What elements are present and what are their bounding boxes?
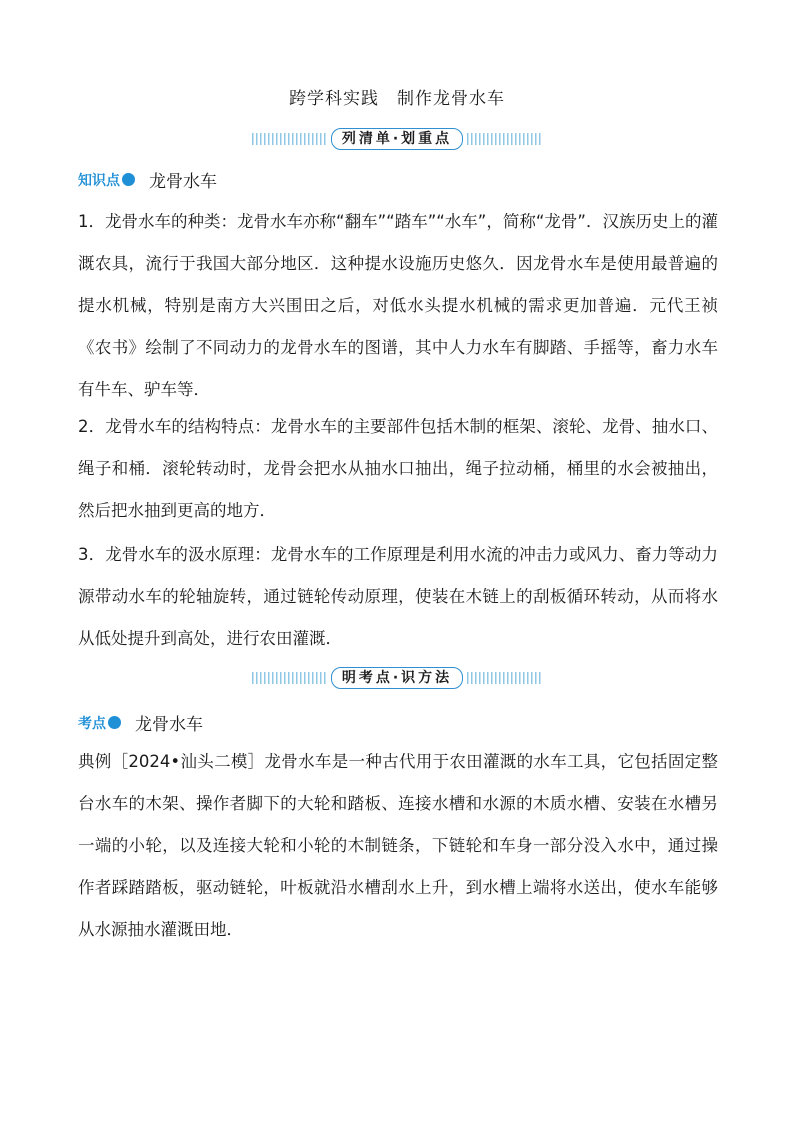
banner-stripes-right bbox=[467, 672, 542, 684]
banner-stripes-right bbox=[467, 133, 542, 145]
knowledge-point-header bbox=[78, 167, 217, 192]
bullet-dot-icon bbox=[108, 716, 121, 729]
banner-label: 明考点·识方法 bbox=[331, 667, 463, 689]
banner-label: 列清单·划重点 bbox=[331, 128, 463, 150]
banner-stripes-left bbox=[252, 133, 327, 145]
point-1-paragraph: 1．龙骨水车的种类：龙骨水车亦称“翻车”“踏车”“水车”，简称“龙骨”．汉族历史上的灌溉农具，流行于我国大部分地区．这种提水设施历史悠久．因龙骨水车是使用最普遍的提水机械，特别是南方大兴围田之后，对低水头提水机械的需求更加普遍．元代王祯《农书》绘制了不同动力的龙骨水车的图谱，其中人力水车有脚踏、手摇等，畜力水车有牛车、驴车等． bbox=[78, 212, 718, 399]
banner-exam-points bbox=[252, 667, 542, 689]
banner-stripes-left bbox=[252, 672, 327, 684]
example-paragraph: 典例［2024•汕头二模］龙骨水车是一种古代用于农田灌溉的水车工具，它包括固定整台水车的木架、操作者脚下的大轮和踏板、连接水槽和水源的木质水槽、安装在水槽另一端的小轮，以及连接大轮和小轮的木制链条，下链轮和车身一部分没入水中，通过操作者踩踏踏板，驱动链轮，叶板就沿水槽刮水上升，到水槽上端将水送出，使水车能够从水源抽水灌溉田地． bbox=[78, 752, 718, 939]
point-3-paragraph: 3．龙骨水车的汲水原理：龙骨水车的工作原理是利用水流的冲击力或风力、畜力等动力源带动水车的轮轴旋转，通过链轮传动原理，使装在木链上的刮板循环转动，从而将水从低处提升到高处，进行农田灌溉． bbox=[78, 545, 718, 648]
banner-key-points bbox=[252, 128, 542, 150]
knowledge-point-tag: 知识点 bbox=[78, 172, 120, 189]
exam-point-heading: 龙骨水车 bbox=[135, 715, 203, 735]
knowledge-point-heading: 龙骨水车 bbox=[149, 172, 217, 192]
page-title: 跨学科实践 制作龙骨水车 bbox=[289, 89, 505, 109]
bullet-dot-icon bbox=[122, 173, 135, 186]
exam-point-tag: 考点 bbox=[78, 715, 106, 732]
exam-point-header bbox=[78, 710, 203, 735]
point-2-paragraph: 2．龙骨水车的结构特点：龙骨水车的主要部件包括木制的框架、滚轮、龙骨、抽水口、绳子和桶．滚轮转动时，龙骨会把水从抽水口抽出，绳子拉动桶，桶里的水会被抽出，然后把水抽到更高的地方． bbox=[78, 417, 718, 520]
